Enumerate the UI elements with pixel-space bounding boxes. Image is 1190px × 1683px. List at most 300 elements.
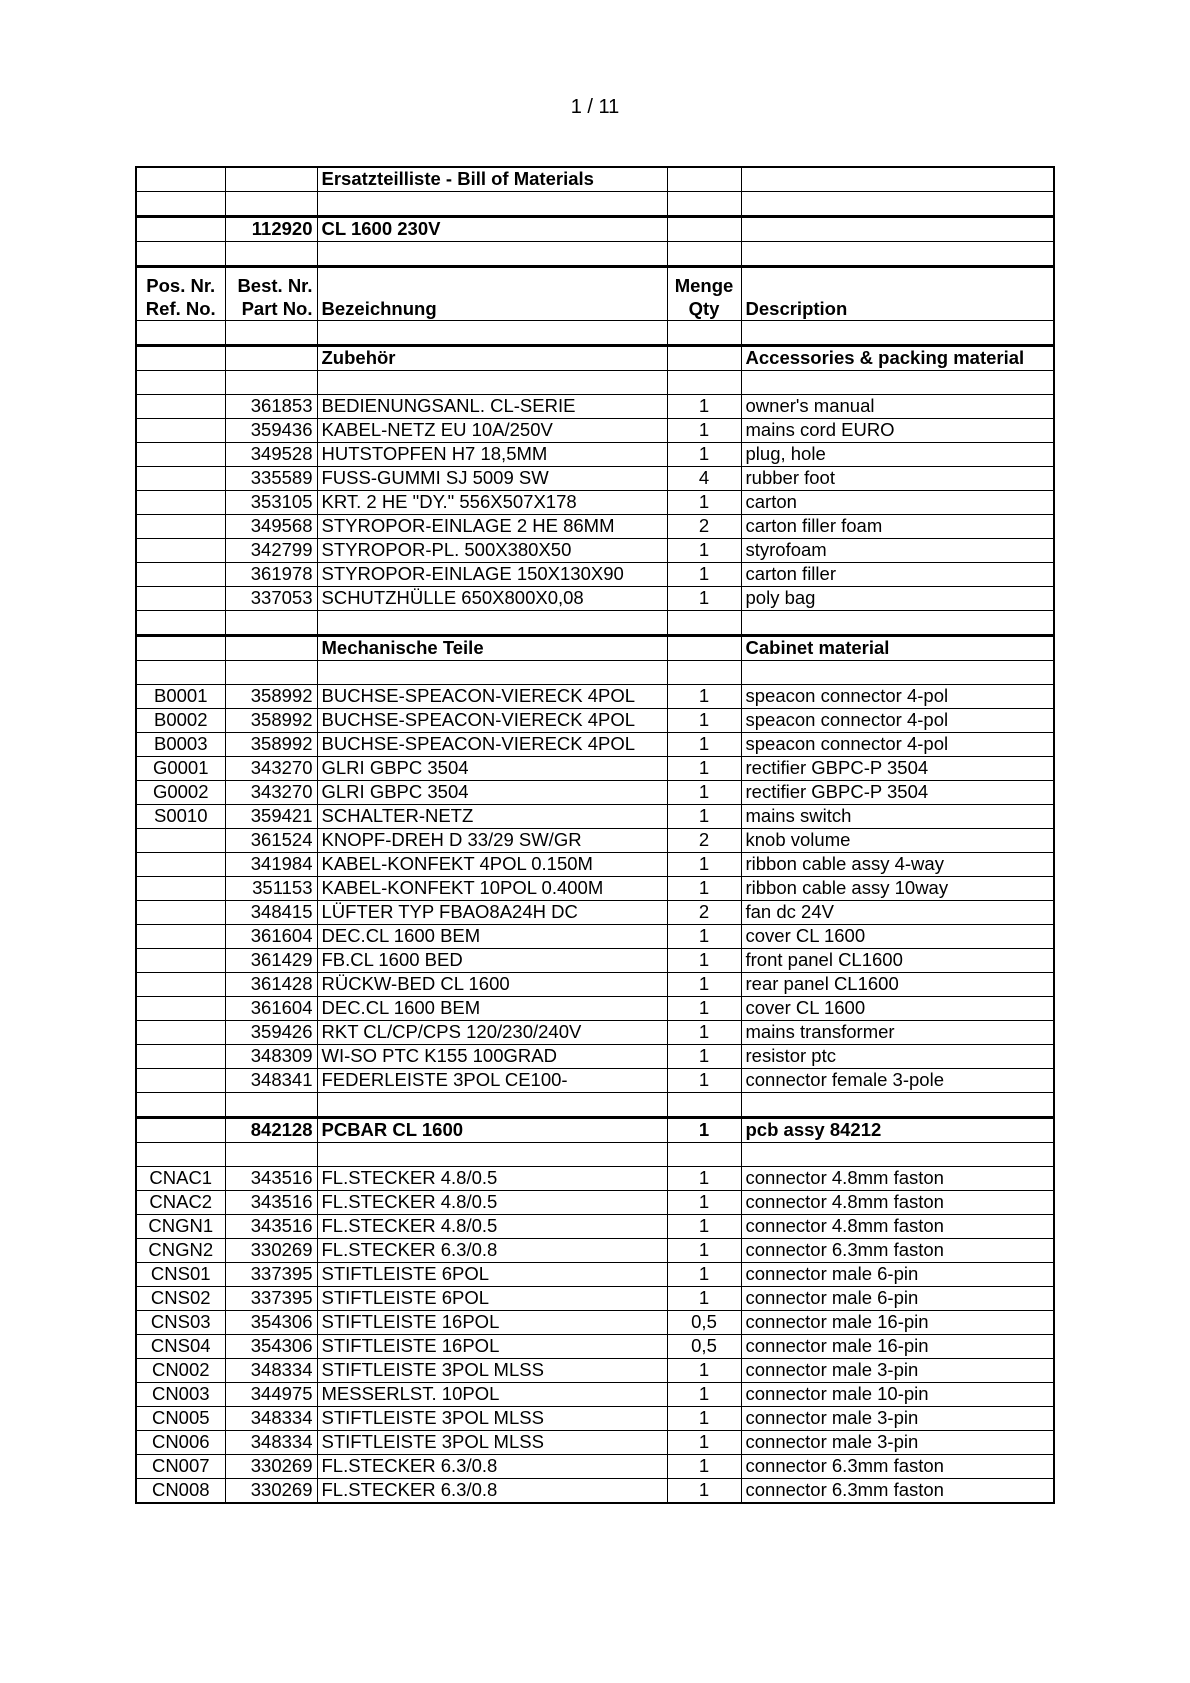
- document-title: Ersatzteilliste - Bill of Materials: [317, 167, 667, 192]
- spacer-row: [136, 371, 1054, 395]
- table-row: [136, 1479, 1054, 1504]
- bezeichnung: STYROPOR-EINLAGE 150X130X90: [317, 563, 667, 587]
- bezeichnung: STIFTLEISTE 3POL MLSS: [317, 1359, 667, 1383]
- part-no: 348309: [225, 1045, 317, 1069]
- description: connector male 3-pin: [741, 1431, 1054, 1455]
- description: poly bag: [741, 587, 1054, 611]
- quantity: 1: [667, 973, 741, 997]
- part-no: 354306: [225, 1311, 317, 1335]
- header-qty: Menge Qty: [667, 267, 741, 321]
- table-row: [136, 853, 1054, 877]
- section-pos: [136, 636, 225, 661]
- description: resistor ptc: [741, 1045, 1054, 1069]
- empty-cell: [317, 371, 667, 395]
- table-row: [136, 949, 1054, 973]
- quantity: 1: [667, 1069, 741, 1093]
- description: plug, hole: [741, 443, 1054, 467]
- quantity: 1: [667, 419, 741, 443]
- quantity: 0,5: [667, 1335, 741, 1359]
- ref-no: S0010: [136, 805, 225, 829]
- description: connector 6.3mm faston: [741, 1239, 1054, 1263]
- bezeichnung: MESSERLST. 10POL: [317, 1383, 667, 1407]
- ref-no: CNS02: [136, 1287, 225, 1311]
- quantity: 1: [667, 805, 741, 829]
- quantity: 1: [667, 1045, 741, 1069]
- quantity: 2: [667, 515, 741, 539]
- quantity: 1: [667, 443, 741, 467]
- ref-no: CN005: [136, 1407, 225, 1431]
- spacer-row: [136, 242, 1054, 267]
- ref-no: [136, 587, 225, 611]
- section-title-en: Cabinet material: [741, 636, 1054, 661]
- table-row: [136, 1069, 1054, 1093]
- header-part: Best. Nr. Part No.: [225, 267, 317, 321]
- empty-cell: [317, 321, 667, 346]
- quantity: 1: [667, 1287, 741, 1311]
- empty-cell: [741, 661, 1054, 685]
- empty-cell: [225, 611, 317, 636]
- ref-no: [136, 539, 225, 563]
- description: connector male 3-pin: [741, 1407, 1054, 1431]
- table-row: [136, 733, 1054, 757]
- bezeichnung: FB.CL 1600 BED: [317, 949, 667, 973]
- bezeichnung: HUTSTOPFEN H7 18,5MM: [317, 443, 667, 467]
- table-row: [136, 1407, 1054, 1431]
- part-no: 348334: [225, 1407, 317, 1431]
- part-no: 358992: [225, 685, 317, 709]
- empty-cell: [667, 371, 741, 395]
- section-pos: [136, 346, 225, 371]
- spacer-row: [136, 321, 1054, 346]
- section-part-no: [225, 346, 317, 371]
- ref-no: CN006: [136, 1431, 225, 1455]
- part-no: 353105: [225, 491, 317, 515]
- table-row: [136, 539, 1054, 563]
- description: mains cord EURO: [741, 419, 1054, 443]
- description: connector male 10-pin: [741, 1383, 1054, 1407]
- part-no: 361428: [225, 973, 317, 997]
- empty-cell: [317, 1143, 667, 1167]
- ref-no: [136, 829, 225, 853]
- ref-no: [136, 949, 225, 973]
- quantity: 1: [667, 1359, 741, 1383]
- column-header-row: [136, 267, 1054, 321]
- bezeichnung: WI-SO PTC K155 100GRAD: [317, 1045, 667, 1069]
- description: connector male 6-pin: [741, 1263, 1054, 1287]
- description: carton: [741, 491, 1054, 515]
- table-row: [136, 1045, 1054, 1069]
- spacer-row: [136, 1143, 1054, 1167]
- quantity: 1: [667, 709, 741, 733]
- ref-no: [136, 1069, 225, 1093]
- bezeichnung: BUCHSE-SPEACON-VIERECK 4POL: [317, 685, 667, 709]
- table-row: [136, 1167, 1054, 1191]
- description: carton filler: [741, 563, 1054, 587]
- table-row: [136, 1239, 1054, 1263]
- section-qty: [667, 346, 741, 371]
- quantity: 1: [667, 1239, 741, 1263]
- part-no: 343516: [225, 1191, 317, 1215]
- description: connector male 16-pin: [741, 1311, 1054, 1335]
- description: ribbon cable assy 4-way: [741, 853, 1054, 877]
- description: mains transformer: [741, 1021, 1054, 1045]
- table-row: [136, 1021, 1054, 1045]
- ref-no: [136, 419, 225, 443]
- part-no: 361604: [225, 925, 317, 949]
- part-no: 354306: [225, 1335, 317, 1359]
- table-row: [136, 443, 1054, 467]
- bezeichnung: FEDERLEISTE 3POL CE100-: [317, 1069, 667, 1093]
- part-no: 343270: [225, 781, 317, 805]
- bezeichnung: GLRI GBPC 3504: [317, 757, 667, 781]
- quantity: 1: [667, 781, 741, 805]
- description: mains switch: [741, 805, 1054, 829]
- section-pos: [136, 1118, 225, 1143]
- section-title-en: pcb assy 84212: [741, 1118, 1054, 1143]
- part-no: 342799: [225, 539, 317, 563]
- bezeichnung: KABEL-KONFEKT 10POL 0.400M: [317, 877, 667, 901]
- empty-cell: [136, 371, 225, 395]
- ref-no: CNS03: [136, 1311, 225, 1335]
- description: connector 6.3mm faston: [741, 1455, 1054, 1479]
- empty-cell: [667, 1143, 741, 1167]
- ref-no: B0001: [136, 685, 225, 709]
- empty-cell: [741, 611, 1054, 636]
- quantity: 1: [667, 1263, 741, 1287]
- bezeichnung: STYROPOR-EINLAGE 2 HE 86MM: [317, 515, 667, 539]
- ref-no: [136, 443, 225, 467]
- bezeichnung: BUCHSE-SPEACON-VIERECK 4POL: [317, 709, 667, 733]
- bezeichnung: SCHUTZHÜLLE 650X800X0,08: [317, 587, 667, 611]
- part-no: 344975: [225, 1383, 317, 1407]
- ref-no: CNGN2: [136, 1239, 225, 1263]
- description: connector female 3-pole: [741, 1069, 1054, 1093]
- bezeichnung: KABEL-KONFEKT 4POL 0.150M: [317, 853, 667, 877]
- part-no: 343516: [225, 1215, 317, 1239]
- bezeichnung: BUCHSE-SPEACON-VIERECK 4POL: [317, 733, 667, 757]
- bezeichnung: FL.STECKER 6.3/0.8: [317, 1455, 667, 1479]
- model-part-no: 112920: [225, 217, 317, 242]
- description: ribbon cable assy 10way: [741, 877, 1054, 901]
- table-row: [136, 1311, 1054, 1335]
- bezeichnung: RÜCKW-BED CL 1600: [317, 973, 667, 997]
- quantity: 1: [667, 491, 741, 515]
- ref-no: [136, 853, 225, 877]
- empty-cell: [667, 611, 741, 636]
- quantity: 1: [667, 949, 741, 973]
- table-row: [136, 1455, 1054, 1479]
- empty-cell: [136, 661, 225, 685]
- description: front panel CL1600: [741, 949, 1054, 973]
- description: connector 4.8mm faston: [741, 1191, 1054, 1215]
- bezeichnung: STIFTLEISTE 6POL: [317, 1287, 667, 1311]
- empty-cell: [317, 1093, 667, 1118]
- bezeichnung: KRT. 2 HE "DY." 556X507X178: [317, 491, 667, 515]
- empty-cell: [225, 1143, 317, 1167]
- part-no: 359421: [225, 805, 317, 829]
- ref-no: [136, 395, 225, 419]
- empty-cell: [741, 371, 1054, 395]
- description: cover CL 1600: [741, 997, 1054, 1021]
- bezeichnung: DEC.CL 1600 BEM: [317, 997, 667, 1021]
- bezeichnung: STIFTLEISTE 3POL MLSS: [317, 1407, 667, 1431]
- table-row: [136, 1191, 1054, 1215]
- title-row: [136, 167, 1054, 192]
- header-pos: Pos. Nr. Ref. No.: [136, 267, 225, 321]
- quantity: 0,5: [667, 1311, 741, 1335]
- table-row: [136, 587, 1054, 611]
- table-row: [136, 781, 1054, 805]
- bezeichnung: DEC.CL 1600 BEM: [317, 925, 667, 949]
- bezeichnung: STYROPOR-PL. 500X380X50: [317, 539, 667, 563]
- table-row: [136, 1335, 1054, 1359]
- description: connector 4.8mm faston: [741, 1167, 1054, 1191]
- quantity: 1: [667, 1455, 741, 1479]
- section-title-de: PCBAR CL 1600: [317, 1118, 667, 1143]
- header-desc-en: Description: [741, 267, 1054, 321]
- description: rubber foot: [741, 467, 1054, 491]
- quantity: 1: [667, 563, 741, 587]
- section-qty: 1: [667, 1118, 741, 1143]
- description: speacon connector 4-pol: [741, 733, 1054, 757]
- ref-no: [136, 901, 225, 925]
- ref-no: [136, 467, 225, 491]
- empty-cell: [667, 1093, 741, 1118]
- description: carton filler foam: [741, 515, 1054, 539]
- part-no: 343270: [225, 757, 317, 781]
- bezeichnung: FL.STECKER 6.3/0.8: [317, 1479, 667, 1504]
- empty-cell: [667, 321, 741, 346]
- ref-no: B0003: [136, 733, 225, 757]
- table-row: [136, 395, 1054, 419]
- quantity: 1: [667, 757, 741, 781]
- part-no: 349568: [225, 515, 317, 539]
- table-row: [136, 467, 1054, 491]
- empty-cell: [225, 321, 317, 346]
- part-no: 341984: [225, 853, 317, 877]
- table-row: [136, 1287, 1054, 1311]
- quantity: 1: [667, 685, 741, 709]
- ref-no: [136, 973, 225, 997]
- description: speacon connector 4-pol: [741, 685, 1054, 709]
- part-no: 337395: [225, 1287, 317, 1311]
- part-no: 359436: [225, 419, 317, 443]
- description: connector 6.3mm faston: [741, 1479, 1054, 1504]
- quantity: 1: [667, 853, 741, 877]
- part-no: 359426: [225, 1021, 317, 1045]
- table-row: [136, 901, 1054, 925]
- bezeichnung: KNOPF-DREH D 33/29 SW/GR: [317, 829, 667, 853]
- section-part-no: [225, 636, 317, 661]
- table-row: [136, 973, 1054, 997]
- bezeichnung: SCHALTER-NETZ: [317, 805, 667, 829]
- ref-no: [136, 997, 225, 1021]
- ref-no: CNAC2: [136, 1191, 225, 1215]
- model-row: [136, 217, 1054, 242]
- empty-cell: [136, 1143, 225, 1167]
- ref-no: CNAC1: [136, 1167, 225, 1191]
- part-no: 349528: [225, 443, 317, 467]
- quantity: 1: [667, 1191, 741, 1215]
- section-header-row: [136, 346, 1054, 371]
- bezeichnung: FL.STECKER 4.8/0.5: [317, 1191, 667, 1215]
- section-title-de: Mechanische Teile: [317, 636, 667, 661]
- table-row: [136, 1383, 1054, 1407]
- empty-cell: [136, 611, 225, 636]
- bezeichnung: STIFTLEISTE 16POL: [317, 1311, 667, 1335]
- spacer-row: [136, 1093, 1054, 1118]
- ref-no: [136, 1045, 225, 1069]
- quantity: 1: [667, 733, 741, 757]
- quantity: 1: [667, 1407, 741, 1431]
- empty-cell: [317, 611, 667, 636]
- description: knob volume: [741, 829, 1054, 853]
- empty-cell: [741, 321, 1054, 346]
- table-row: [136, 709, 1054, 733]
- bezeichnung: LÜFTER TYP FBAO8A24H DC: [317, 901, 667, 925]
- quantity: 1: [667, 1431, 741, 1455]
- description: cover CL 1600: [741, 925, 1054, 949]
- table-row: [136, 829, 1054, 853]
- table-row: [136, 805, 1054, 829]
- ref-no: [136, 925, 225, 949]
- ref-no: G0002: [136, 781, 225, 805]
- quantity: 1: [667, 997, 741, 1021]
- empty-cell: [317, 661, 667, 685]
- section-title-de: Zubehör: [317, 346, 667, 371]
- ref-no: [136, 491, 225, 515]
- spacer-row: [136, 661, 1054, 685]
- page-number: 1 / 11: [570, 96, 620, 118]
- description: styrofoam: [741, 539, 1054, 563]
- description: speacon connector 4-pol: [741, 709, 1054, 733]
- bezeichnung: STIFTLEISTE 16POL: [317, 1335, 667, 1359]
- description: connector male 16-pin: [741, 1335, 1054, 1359]
- ref-no: B0002: [136, 709, 225, 733]
- quantity: 1: [667, 1167, 741, 1191]
- part-no: 358992: [225, 733, 317, 757]
- quantity: 1: [667, 395, 741, 419]
- quantity: 4: [667, 467, 741, 491]
- bezeichnung: RKT CL/CP/CPS 120/230/240V: [317, 1021, 667, 1045]
- table-row: [136, 997, 1054, 1021]
- spacer-row: [136, 611, 1054, 636]
- description: connector male 3-pin: [741, 1359, 1054, 1383]
- part-no: 348334: [225, 1359, 317, 1383]
- part-no: 330269: [225, 1239, 317, 1263]
- table-row: [136, 877, 1054, 901]
- quantity: 1: [667, 925, 741, 949]
- description: connector 4.8mm faston: [741, 1215, 1054, 1239]
- quantity: 2: [667, 901, 741, 925]
- ref-no: CNS04: [136, 1335, 225, 1359]
- section-qty: [667, 636, 741, 661]
- part-no: 358992: [225, 709, 317, 733]
- part-no: 361524: [225, 829, 317, 853]
- bezeichnung: FL.STECKER 4.8/0.5: [317, 1215, 667, 1239]
- part-no: 361853: [225, 395, 317, 419]
- ref-no: CNGN1: [136, 1215, 225, 1239]
- part-no: 361429: [225, 949, 317, 973]
- description: rear panel CL1600: [741, 973, 1054, 997]
- quantity: 2: [667, 829, 741, 853]
- empty-cell: [225, 371, 317, 395]
- part-no: 330269: [225, 1455, 317, 1479]
- quantity: 1: [667, 877, 741, 901]
- table-row: [136, 1359, 1054, 1383]
- description: rectifier GBPC-P 3504: [741, 781, 1054, 805]
- description: rectifier GBPC-P 3504: [741, 757, 1054, 781]
- quantity: 1: [667, 1383, 741, 1407]
- bezeichnung: KABEL-NETZ EU 10A/250V: [317, 419, 667, 443]
- description: connector male 6-pin: [741, 1287, 1054, 1311]
- part-no: 348415: [225, 901, 317, 925]
- ref-no: CNS01: [136, 1263, 225, 1287]
- part-no: 351153: [225, 877, 317, 901]
- ref-no: CN003: [136, 1383, 225, 1407]
- quantity: 1: [667, 539, 741, 563]
- bezeichnung: STIFTLEISTE 3POL MLSS: [317, 1431, 667, 1455]
- ref-no: [136, 877, 225, 901]
- bezeichnung: FL.STECKER 4.8/0.5: [317, 1167, 667, 1191]
- part-no: 337053: [225, 587, 317, 611]
- quantity: 1: [667, 1021, 741, 1045]
- table-row: [136, 563, 1054, 587]
- part-no: 337395: [225, 1263, 317, 1287]
- empty-cell: [136, 1093, 225, 1118]
- table-row: [136, 491, 1054, 515]
- part-no: 330269: [225, 1479, 317, 1504]
- ref-no: CN002: [136, 1359, 225, 1383]
- description: owner's manual: [741, 395, 1054, 419]
- part-no: 361978: [225, 563, 317, 587]
- empty-cell: [225, 661, 317, 685]
- part-no: 343516: [225, 1167, 317, 1191]
- ref-no: CN007: [136, 1455, 225, 1479]
- section-title-en: Accessories & packing material: [741, 346, 1054, 371]
- quantity: 1: [667, 1215, 741, 1239]
- part-no: 348334: [225, 1431, 317, 1455]
- empty-cell: [741, 1093, 1054, 1118]
- part-no: 361604: [225, 997, 317, 1021]
- header-desc-de: Bezeichnung: [317, 267, 667, 321]
- bezeichnung: GLRI GBPC 3504: [317, 781, 667, 805]
- table-row: [136, 925, 1054, 949]
- bom-table: [135, 166, 1055, 1504]
- table-row: [136, 515, 1054, 539]
- quantity: 1: [667, 587, 741, 611]
- quantity: 1: [667, 1479, 741, 1504]
- part-no: 335589: [225, 467, 317, 491]
- ref-no: G0001: [136, 757, 225, 781]
- ref-no: CN008: [136, 1479, 225, 1504]
- table-row: [136, 757, 1054, 781]
- section-header-row: [136, 636, 1054, 661]
- table-row: [136, 1263, 1054, 1287]
- section-header-row: [136, 1118, 1054, 1143]
- table-row: [136, 685, 1054, 709]
- empty-cell: [225, 1093, 317, 1118]
- section-part-no: 842128: [225, 1118, 317, 1143]
- spacer-row: [136, 192, 1054, 217]
- empty-cell: [136, 321, 225, 346]
- part-no: 348341: [225, 1069, 317, 1093]
- empty-cell: [667, 661, 741, 685]
- bezeichnung: FL.STECKER 6.3/0.8: [317, 1239, 667, 1263]
- bezeichnung: FUSS-GUMMI SJ 5009 SW: [317, 467, 667, 491]
- table-row: [136, 1215, 1054, 1239]
- ref-no: [136, 515, 225, 539]
